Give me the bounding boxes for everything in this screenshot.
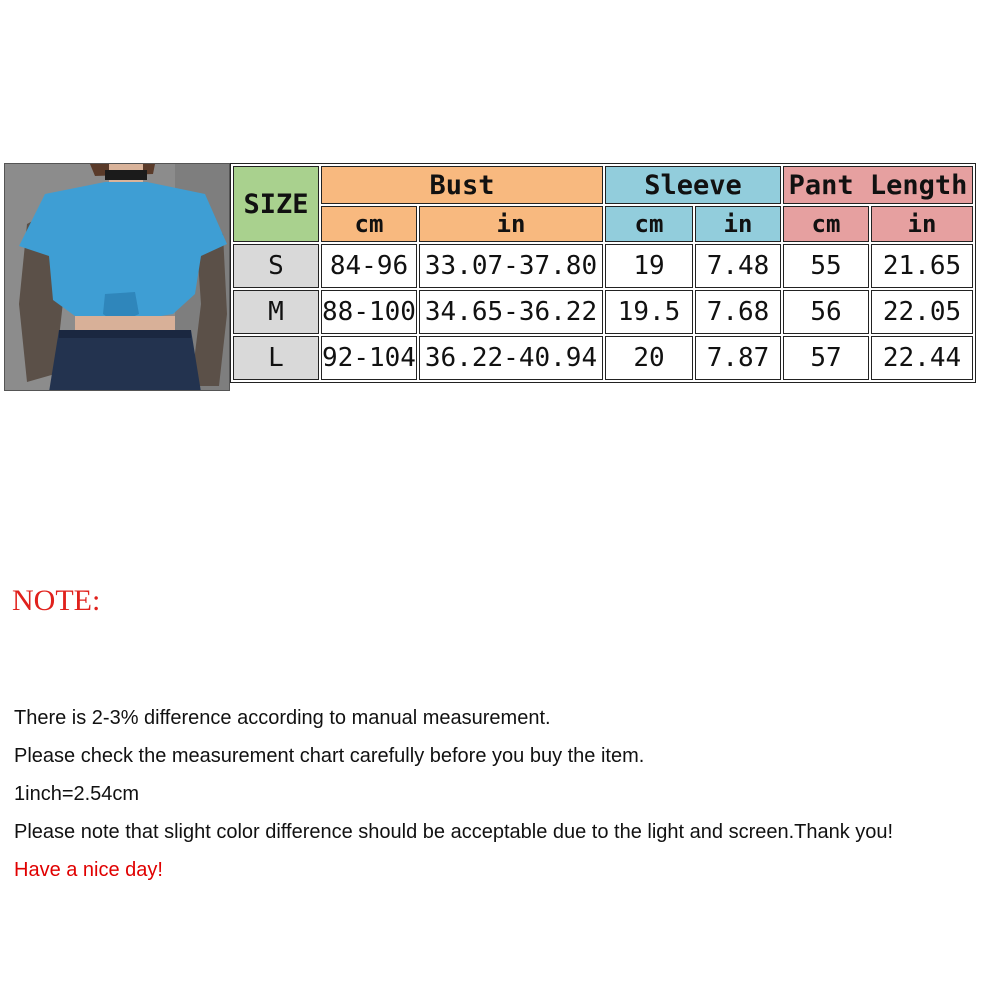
model-photo bbox=[4, 163, 230, 391]
table-cell: 57 bbox=[783, 336, 869, 380]
note-line: Please note that slight color difference should be acceptable due to the light and screen.Thank you! bbox=[14, 821, 894, 843]
size-label: M bbox=[233, 290, 319, 334]
table-cell: 33.07-37.80 bbox=[419, 244, 603, 288]
bust-in-unit: in bbox=[419, 206, 603, 242]
table-cell: 7.48 bbox=[695, 244, 781, 288]
table-cell: 7.68 bbox=[695, 290, 781, 334]
table-cell: 22.05 bbox=[871, 290, 973, 334]
note-line: Please check the measurement chart carefully before you buy the item. bbox=[14, 745, 645, 767]
table-cell: 36.22-40.94 bbox=[419, 336, 603, 380]
table-cell: 84-96 bbox=[321, 244, 417, 288]
table-unit-row bbox=[233, 206, 973, 242]
bust-group-header: Bust bbox=[321, 166, 603, 204]
table-header-row bbox=[233, 166, 973, 204]
table-cell: 20 bbox=[605, 336, 693, 380]
pant-length-group-header: Pant Length bbox=[783, 166, 973, 204]
table-cell: 22.44 bbox=[871, 336, 973, 380]
sleeve-in-unit: in bbox=[695, 206, 781, 242]
table-cell: 7.87 bbox=[695, 336, 781, 380]
table-cell: 88-100 bbox=[321, 290, 417, 334]
sleeve-group-header: Sleeve bbox=[605, 166, 781, 204]
note-line: There is 2-3% difference according to manual measurement. bbox=[14, 707, 551, 729]
sleeve-cm-unit: cm bbox=[605, 206, 693, 242]
size-header: SIZE bbox=[233, 166, 319, 242]
closing-message: Have a nice day! bbox=[14, 859, 163, 881]
table-cell: 34.65-36.22 bbox=[419, 290, 603, 334]
pant-cm-unit: cm bbox=[783, 206, 869, 242]
table-cell: 21.65 bbox=[871, 244, 973, 288]
table-row bbox=[233, 290, 973, 334]
size-label: S bbox=[233, 244, 319, 288]
table-cell: 56 bbox=[783, 290, 869, 334]
bust-cm-unit: cm bbox=[321, 206, 417, 242]
note-title: NOTE: bbox=[12, 584, 101, 617]
table-cell: 19 bbox=[605, 244, 693, 288]
table-row bbox=[233, 336, 973, 380]
size-label: L bbox=[233, 336, 319, 380]
pant-in-unit: in bbox=[871, 206, 973, 242]
note-line: 1inch=2.54cm bbox=[14, 783, 140, 805]
note-list bbox=[14, 706, 893, 896]
table-cell: 92-104 bbox=[321, 336, 417, 380]
table-row bbox=[233, 244, 973, 288]
table-cell: 19.5 bbox=[605, 290, 693, 334]
table-cell: 55 bbox=[783, 244, 869, 288]
model-illustration bbox=[5, 164, 230, 391]
size-chart-table bbox=[230, 163, 976, 383]
